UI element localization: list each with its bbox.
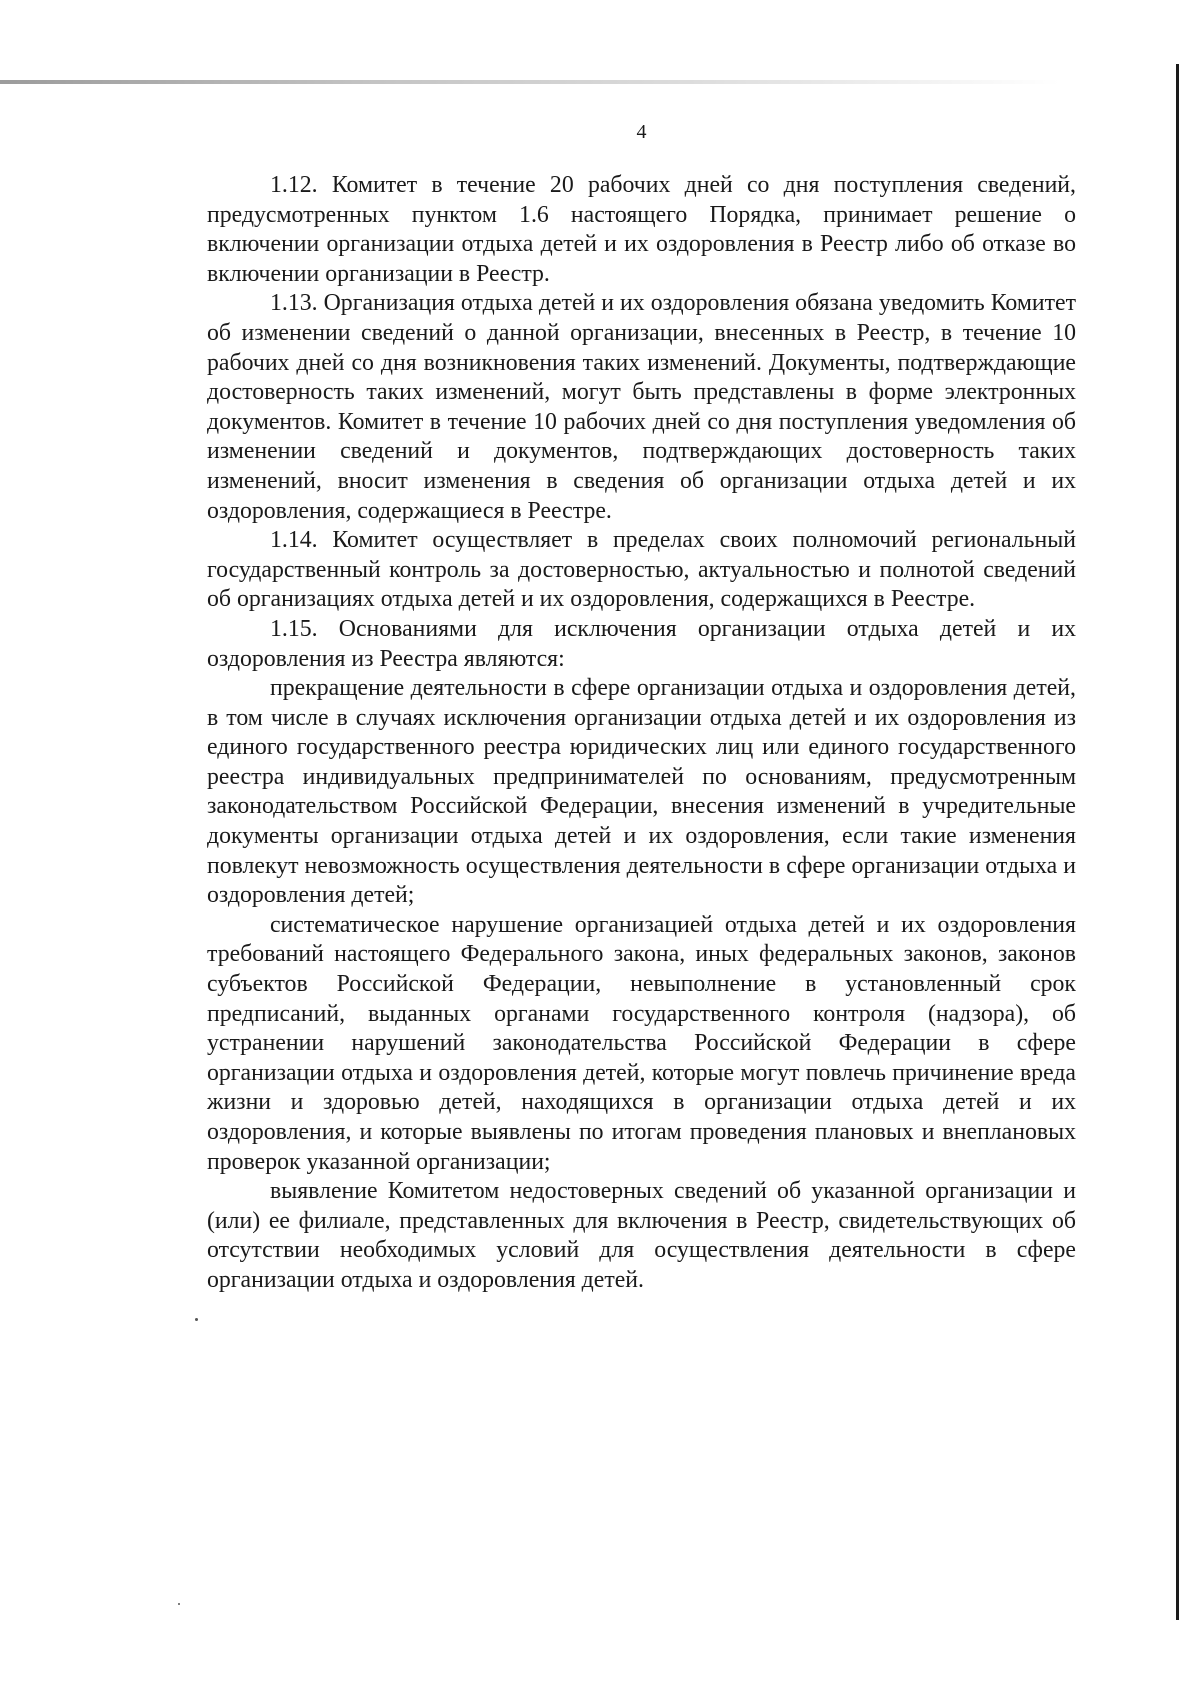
ground-false-info: выявление Комитетом недостоверных сведений об указанной организации и (или) ее филиале, представленных для включения в Реестр, свидетельствующих об отсутствии необходимых условий для осуществления деятельности в сфере организации отдыха и оздоровления детей. <box>207 1178 1076 1293</box>
page-number: 4 <box>636 121 647 143</box>
paragraph-1-12: 1.12. Комитет в течение 20 рабочих дней со дня поступления сведений, предусмотренных пунктом 1.6 настоящего Порядка, принимает решение о включении организации отдыха детей и их оздоровления в Реестр либо об отказе во включении организации в Реестр. <box>207 172 1076 287</box>
paragraph-1-15: 1.15. Основаниями для исключения организации отдыха детей и их оздоровления из Реестра являются: <box>207 615 1076 672</box>
paragraph-1-13: 1.13. Организация отдыха детей и их оздоровления обязана уведомить Комитет об изменении сведений о данной организации, внесенных в Реестр, в течение 10 рабочих дней со дня возникновения таких изменений. Документы, подтверждающие достоверность таких изменений, могут быть представлены в форме электронных документов. Комитет в течение 10 рабочих дней со дня поступления уведомления об изменении сведений и документов, подтверждающих достоверность таких изменений, вносит изменения в сведения об организации отдыха детей и их оздоровления, содержащиеся в Реестре. <box>207 290 1076 524</box>
scan-top-edge <box>0 80 1060 84</box>
paragraph-1-14: 1.14. Комитет осуществляет в пределах своих полномочий региональный государственный контроль за достоверностью, актуальностью и полнотой сведений об организациях отдыха детей и их оздоровления, содержащихся в Реестре. <box>207 527 1076 613</box>
ground-violation: систематическое нарушение организацией отдыха детей и их оздоровления требований настоящего Федерального закона, иных федеральных законов, законов субъектов Российской Федерации, невыполнение в установленный срок предписаний, выданных органами государственного контроля (надзора), об устранении нарушений законодательства Российской Федерации в сфере организации отдыха и оздоровления детей, которые могут повлечь причинение вреда жизни и здоровью детей, находящихся в организации отдыха детей и их оздоровления, и которые выявлены по итогам проведения плановых и внеплановых проверок указанной организации; <box>207 911 1076 1175</box>
scan-speck <box>195 1318 198 1321</box>
ground-termination: прекращение деятельности в сфере организации отдыха и оздоровления детей, в том числе в случаях исключения организации отдыха детей и их оздоровления из единого государственного реестра юридических лиц или единого государственного реестра индивидуальных предпринимателей по основаниям, предусмотренным законодательством Российской Федерации, внесения изменений в учредительные документы организации отдыха детей и их оздоровления, если такие изменения повлекут невозможность осуществления деятельности в сфере организации отдыха и оздоровления детей; <box>207 675 1076 909</box>
scan-speck <box>178 1603 180 1605</box>
document-body <box>207 171 1076 1296</box>
scan-right-edge <box>1176 64 1179 1620</box>
